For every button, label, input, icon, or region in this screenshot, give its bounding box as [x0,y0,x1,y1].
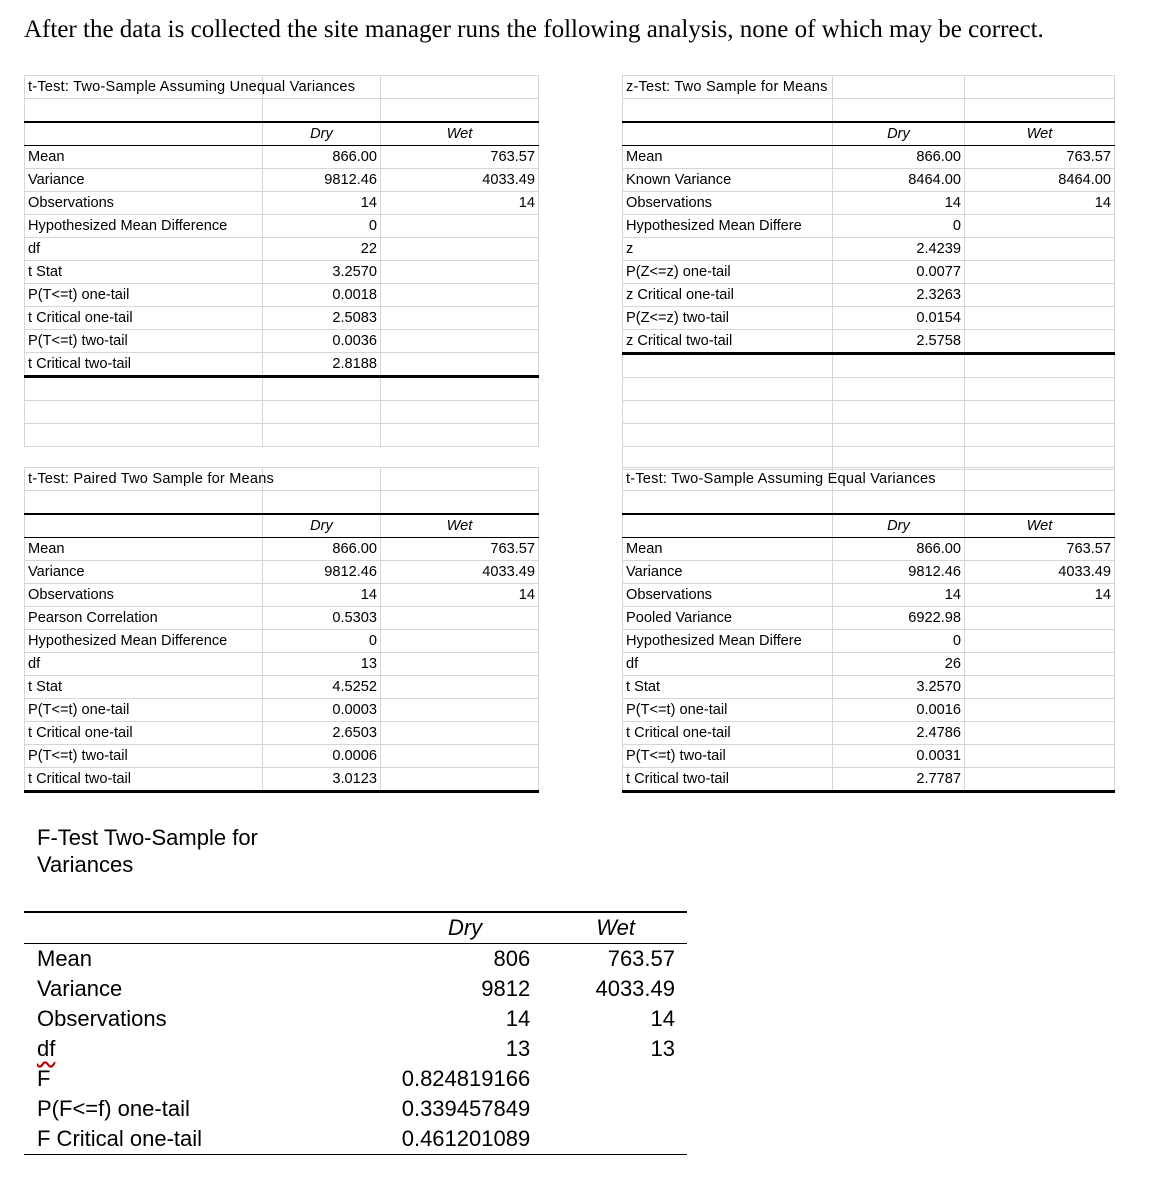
table-title: z-Test: Two Sample for Means [623,76,833,99]
table-row: Pearson Correlation 0.5303 [25,607,539,630]
column-header-dry: Dry [833,122,965,146]
table-row: Known Variance 8464.00 8464.00 [623,169,1115,192]
column-header-dry: Dry [833,514,965,538]
table-row: Observations 14 14 [25,584,539,607]
column-header-wet: Wet [965,122,1115,146]
table-title: t-Test: Paired Two Sample for Means [25,468,263,491]
f-test-section [24,824,687,1155]
table-row: Mean 866.00 763.57 [25,146,539,169]
table-row: Mean 866.00 763.57 [623,146,1115,169]
table-row: Variance 9812.46 4033.49 [25,561,539,584]
table-title: t-Test: Two-Sample Assuming Equal Variances [623,468,833,491]
column-header-wet: Wet [381,122,539,146]
column-header-wet: Wet [965,514,1115,538]
table-row: P(T<=t) two-tail 0.0036 [25,330,539,353]
table-row: Observations 14 14 [37,1006,675,1031]
table-row: P(Z<=z) two-tail 0.0154 [623,307,1115,330]
table-row: Observations 14 14 [623,584,1115,607]
table-row: P(F<=f) one-tail 0.339457849 [37,1096,531,1121]
table-row: z Critical two-tail 2.5758 [623,330,1115,354]
table-row: t Critical one-tail 2.5083 [25,307,539,330]
f-test-table [24,911,687,1155]
unequal-variances-table [24,75,539,447]
page-heading: After the data is collected the site manager runs the following analysis, none of which may be correct. [24,16,1044,43]
table-row: Hypothesized Mean Differe 0 [623,630,1115,653]
table-row: Mean 866.00 763.57 [25,538,539,561]
table-row: P(T<=t) one-tail 0.0016 [623,699,1115,722]
table-row: df 26 [623,653,1115,676]
table-row: t Stat 3.2570 [623,676,1115,699]
column-header-wet: Wet [381,514,539,538]
f-test-title: F-Test Two-Sample for Variances [37,825,258,877]
table-row: Mean 866.00 763.57 [623,538,1115,561]
table-title: t-Test: Two-Sample Assuming Unequal Variances [25,76,263,99]
table-row: Hypothesized Mean Differe 0 [623,215,1115,238]
paired-t-test-table [24,467,539,793]
table-row: t Stat 4.5252 [25,676,539,699]
table-row: t Critical two-tail 2.8188 [25,353,539,377]
table-row: P(T<=t) one-tail 0.0003 [25,699,539,722]
table-row: Observations 14 14 [623,192,1115,215]
column-header-dry: Dry [263,122,381,146]
table-row: df 13 [25,653,539,676]
table-row: P(T<=t) one-tail 0.0018 [25,284,539,307]
equal-variances-table [622,467,1115,793]
table-row: Observations 14 14 [25,192,539,215]
table-row: F 0.824819166 [37,1066,531,1091]
table-row: P(Z<=z) one-tail 0.0077 [623,261,1115,284]
table-row: Variance 9812.46 4033.49 [25,169,539,192]
table-row: Variance 9812.46 4033.49 [623,561,1115,584]
table-row: Mean 806 763.57 [37,946,675,971]
table-row: t Critical two-tail 3.0123 [25,768,539,792]
column-header-dry: Dry [263,514,381,538]
table-row: t Critical two-tail 2.7787 [623,768,1115,792]
table-row: t Critical one-tail 2.6503 [25,722,539,745]
table-row: df 22 [25,238,539,261]
table-row: z 2.4239 [623,238,1115,261]
table-row: t Stat 3.2570 [25,261,539,284]
spellcheck-underlined-label: df [37,1036,56,1061]
column-header-dry: Dry [350,912,530,944]
z-test-table [622,75,1115,470]
table-row: Hypothesized Mean Difference 0 [25,630,539,653]
table-row: t Critical one-tail 2.4786 [623,722,1115,745]
table-row: Pooled Variance 6922.98 [623,607,1115,630]
table-row: F Critical one-tail 0.461201089 [24,1124,687,1155]
table-row: Variance 9812 4033.49 [37,976,675,1001]
table-row: z Critical one-tail 2.3263 [623,284,1115,307]
table-row: P(T<=t) two-tail 0.0006 [25,745,539,768]
table-row: Hypothesized Mean Difference 0 [25,215,539,238]
table-row: P(T<=t) two-tail 0.0031 [623,745,1115,768]
table-row: df 13 13 [37,1036,675,1061]
column-header-wet: Wet [530,912,687,944]
